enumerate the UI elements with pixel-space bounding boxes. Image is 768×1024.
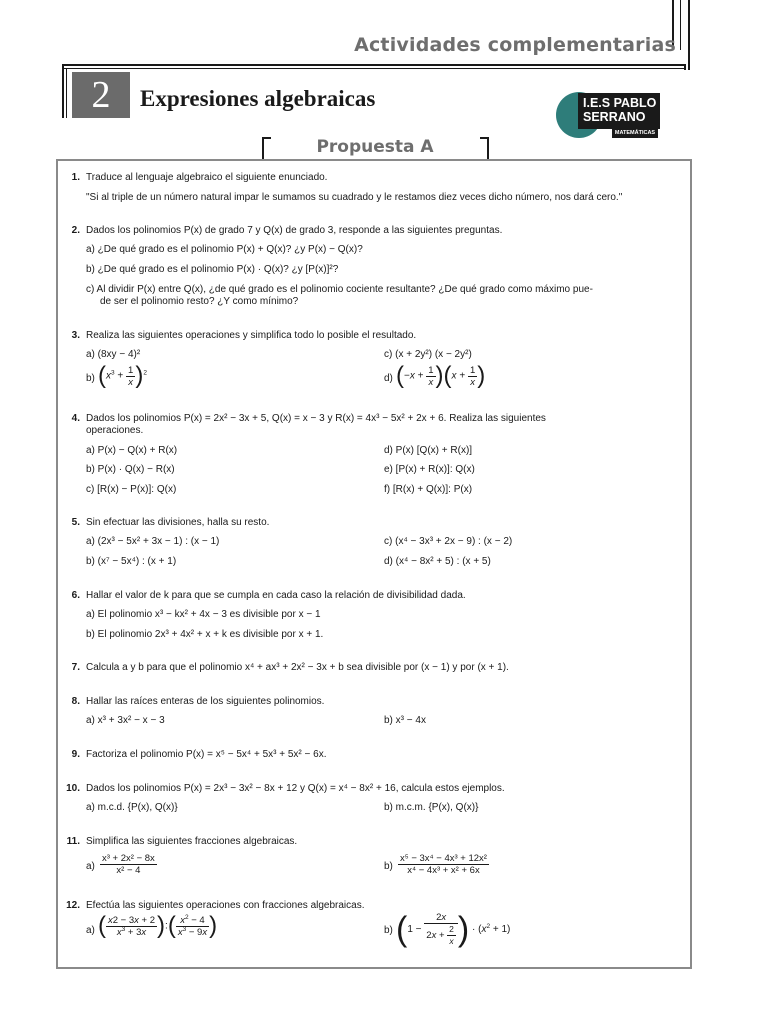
exercise-item: c) (x + 2y²) (x − 2y²) — [384, 349, 472, 360]
frame-line — [62, 64, 64, 118]
exercise-item: b) ¿De qué grado es el polinomio P(x) · Q(x)? ¿y [P(x)]²? — [86, 264, 339, 275]
exercise-number: 11. — [66, 836, 80, 847]
exercise-item: c) Al dividir P(x) entre Q(x), ¿de qué grado es el polinomio cociente resultante? ¿De qué grado como máximo pue- — [86, 284, 593, 295]
exercise-item: a) x³ + 3x² − x − 3 — [86, 715, 165, 726]
exercise-number: 8. — [71, 696, 80, 707]
exercise-quote: "Si al triple de un número natural impar le sumamos su cuadrado y le restamos diez veces dicho número, nos dará cero." — [86, 192, 623, 203]
frame-line — [62, 68, 686, 69]
exercise-statement: Sin efectuar las divisiones, halla su resto. — [86, 517, 270, 528]
exercise-number: 4. — [71, 413, 80, 424]
exercise-statement: Dados los polinomios P(x) de grado 7 y Q(x) de grado 3, responde a las siguientes preguntas. — [86, 225, 503, 236]
frame-line — [66, 68, 67, 118]
exercise-item: a) El polinomio x³ − kx² + 4x − 3 es divisible por x − 1 — [86, 609, 321, 620]
frame-line — [62, 64, 686, 66]
frame-line — [684, 64, 686, 70]
fraction-numerator: x⁵ − 3x⁴ − 4x³ + 12x² — [400, 853, 487, 864]
exercise-item-label: d) — [384, 373, 393, 384]
math-expression-3d: (−x + $\frac{1}{x}$ )(x + $\frac{1}{x}$ ) — [396, 362, 486, 389]
exercise-item: c) (x⁴ − 3x³ + 2x − 9) : (x − 2) — [384, 536, 513, 547]
exercise-statement: operaciones. — [86, 425, 144, 436]
fraction-denominator: x² − 4 — [116, 865, 141, 876]
exercise-statement: Factoriza el polinomio P(x) = x⁵ − 5x⁴ + 5x³ + 5x² − 6x. — [86, 749, 327, 760]
exercise-item: b) x³ − 4x — [384, 715, 426, 726]
exercise-item: a) m.c.d. {P(x), Q(x)} — [86, 802, 178, 813]
exercise-item-label: a) — [86, 925, 95, 936]
frame-line — [680, 0, 681, 50]
exercise-number: 9. — [71, 749, 80, 760]
exercise-item: b) (x⁷ − 5x⁴) : (x + 1) — [86, 556, 177, 567]
exercise-item: e) [P(x) + R(x)]: Q(x) — [384, 464, 475, 475]
exercise-number: 12. — [66, 900, 80, 911]
exercise-item: d) (x⁴ − 8x² + 5) : (x + 5) — [384, 556, 491, 567]
logo-subtitle: MATEMÁTICAS — [612, 129, 658, 138]
exercise-statement: Hallar el valor de k para que se cumpla en cada caso la relación de divisibilidad dada. — [86, 590, 466, 601]
exercise-number: 6. — [71, 590, 80, 601]
math-expression-12a: ( $\frac{x2 - 3x + 2}{x^3 + 3x}$ ):( $\frac{x^2 - 4}{x^3 - 9x}$ ) — [98, 912, 218, 939]
exercise-statement: Efectúa las siguientes operaciones con fracciones algebraicas. — [86, 900, 365, 911]
exercise-statement: Dados los polinomios P(x) = 2x³ − 3x² − 8x + 12 y Q(x) = x⁴ − 8x² + 16, calcula estos ejemplos. — [86, 783, 505, 794]
logo-line2: SERRANO — [583, 110, 646, 124]
exercise-number: 3. — [71, 330, 80, 341]
exercise-number: 5. — [71, 517, 80, 528]
exercise-item: a) (2x³ − 5x² + 3x − 1) : (x − 1) — [86, 536, 220, 547]
exercise-number: 7. — [71, 662, 80, 673]
unit-title: Expresiones algebraicas — [140, 86, 376, 111]
exercise-number: 2. — [71, 225, 80, 236]
exercise-number: 1. — [71, 172, 80, 183]
exercise-statement: Realiza las siguientes operaciones y simplifica todo lo posible el resultado. — [86, 330, 417, 341]
exercise-item: a) ¿De qué grado es el polinomio P(x) + Q(x)? ¿y P(x) − Q(x)? — [86, 244, 363, 255]
section-title: Actividades complementarias — [354, 34, 676, 56]
logo-line1: I.E.S PABLO — [583, 96, 657, 110]
exercise-item-label: b) — [384, 925, 393, 936]
exercise-item: d) P(x) [Q(x) + R(x)] — [384, 445, 473, 456]
exercise-item: b) m.c.m. {P(x), Q(x)} — [384, 802, 479, 813]
fraction-11a — [100, 853, 157, 876]
exercise-statement: Simplifica las siguientes fracciones algebraicas. — [86, 836, 298, 847]
fraction-numerator: x³ + 2x² − 8x — [102, 853, 155, 864]
exercise-statement: Hallar las raíces enteras de los siguientes polinomios. — [86, 696, 325, 707]
math-expression-12b: (1 − 2x 2x + $\frac{2}{x}$ ) · $(x^2 + 1)$ — [396, 910, 511, 949]
exercise-statement: Traduce al lenguaje algebraico el siguiente enunciado. — [86, 172, 328, 183]
frame-line — [688, 0, 690, 70]
exercise-item-label: b) — [86, 373, 95, 384]
exercise-item-label: b) — [384, 861, 393, 872]
exercise-item: b) El polinomio 2x³ + 4x² + x + k es divisible por x + 1. — [86, 629, 324, 640]
exercise-item: f) [R(x) + Q(x)]: P(x) — [384, 484, 473, 495]
proposal-title: Propuesta A — [316, 137, 434, 157]
exercise-statement: Calcula a y b para que el polinomio x⁴ + ax³ + 2x² − 3x + b sea divisible por (x − 1) y por (x + 1). — [86, 662, 509, 673]
exercise-statement: Dados los polinomios P(x) = 2x² − 3x + 5, Q(x) = x − 3 y R(x) = 4x³ − 5x² + 2x + 6. Realiza las siguientes — [86, 413, 546, 424]
exercise-number: 10. — [66, 783, 80, 794]
math-expression-3b: ($x^3$ + $\frac{1}{x}$ )$^2$ — [98, 362, 147, 389]
school-logo — [578, 93, 660, 129]
exercise-item: a) (8xy − 4)² — [86, 349, 141, 360]
fraction-11b — [398, 853, 489, 876]
exercise-item: c) [R(x) − P(x)]: Q(x) — [86, 484, 177, 495]
exercise-item: de ser el polinomio resto? ¿Y como mínimo? — [100, 296, 299, 307]
unit-number: 2 — [72, 72, 130, 118]
exercise-item: a) P(x) − Q(x) + R(x) — [86, 445, 178, 456]
exercise-item-label: a) — [86, 861, 95, 872]
fraction-denominator: x⁴ − 4x³ + x² + 6x — [407, 865, 480, 876]
exercise-item: b) P(x) · Q(x) − R(x) — [86, 464, 175, 475]
